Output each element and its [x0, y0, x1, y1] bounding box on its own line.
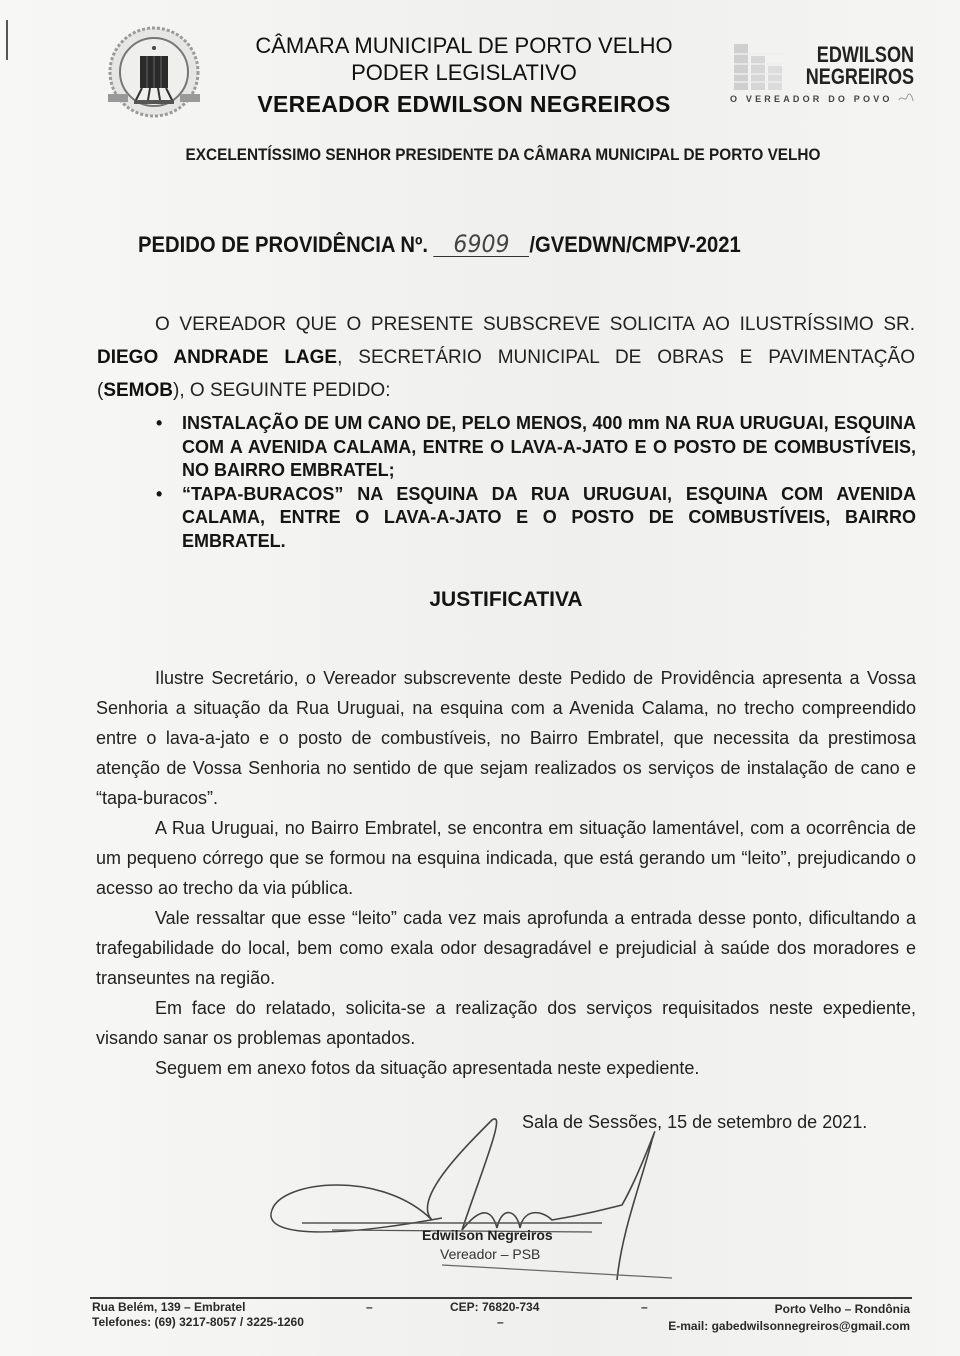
footer-divider [90, 1297, 912, 1299]
title-prefix: PEDIDO DE PROVIDÊNCIA Nº. [138, 232, 429, 257]
footer-separator: – [366, 1300, 373, 1314]
footer-email[interactable]: E-mail: gabedwilsonnegreiros@gmail.com [668, 1319, 910, 1333]
footer-phones: Telefones: (69) 3217-8057 / 3225-1260 [92, 1315, 304, 1329]
chamber-name: CÂMARA MUNICIPAL DE PORTO VELHO [255, 33, 673, 58]
request-item: • “TAPA-BURACOS” NA ESQUINA DA RUA URUGUAI, ESQUINA COM AVENIDA CALAMA, ENTRE O LAVA-A-JATO E O POSTO DE COMBUSTÍVEIS, BAIRRO EMBRATEL. [152, 483, 916, 554]
brand-signature-icon [898, 92, 914, 104]
scan-edge-mark [6, 20, 8, 60]
footer-separator: – [497, 1315, 504, 1329]
brand-slogan: O VEREADOR DO POVO [730, 94, 893, 104]
addressee-line: EXCELENTÍSSIMO SENHOR PRESIDENTE DA CÂMARA MUNICIPAL DE PORTO VELHO [185, 146, 821, 164]
agency-acronym: SEMOB [103, 380, 174, 401]
councilor-brand-logo [728, 42, 918, 112]
justification-paragraph: Vale ressaltar que esse “leito” cada vez mais aprofunda a entrada desse ponto, dificultando a trafegabilidade do local, bem como exala odor desagradável e prejudicial à saúde dos moradores e transeuntes na região. [96, 908, 916, 988]
footer-separator: – [641, 1300, 648, 1314]
intro-paragraph: O VEREADOR QUE O PRESENTE SUBSCREVE SOLICITA AO ILUSTRÍSSIMO SR. DIEGO ANDRADE LAGE, SECRETÁRIO MUNICIPAL DE OBRAS E PAVIMENTAÇÃO (SEMOB), O SEGUINTE PEDIDO: [97, 314, 915, 401]
justification-paragraph: A Rua Uruguai, no Bairro Embratel, se encontra em situação lamentável, com a ocorrência de um pequeno córrego que se formou na esquina indicada, que está gerando um “leito”, prejudicando o acesso ao trecho da via pública. [96, 818, 916, 898]
signer-name: Edwilson Negreiros [422, 1227, 553, 1243]
request-title [138, 232, 741, 258]
signer-role: Vereador – PSB [440, 1246, 541, 1262]
recipient-name: DIEGO ANDRADE LAGE [97, 347, 338, 368]
title-suffix: /GVEDWN/CMPV-2021 [529, 232, 741, 257]
footer-address: Rua Belém, 139 – Embratel [92, 1300, 246, 1314]
request-list [152, 412, 916, 553]
legislative-branch: PODER LEGISLATIVO [351, 60, 577, 85]
session-date: Sala de Sessões, 15 de setembro de 2021. [522, 1112, 868, 1132]
footer-city: Porto Velho – Rondônia [774, 1302, 910, 1316]
request-number: 6909 [434, 232, 530, 257]
brand-name: EDWILSON NEGREIROS [805, 42, 914, 89]
justification-body [96, 663, 916, 1083]
justification-paragraph: Ilustre Secretário, o Vereador subscrevente deste Pedido de Providência apresenta a Vossa Senhoria a situação da Rua Uruguai, na esquina com a Avenida Calama, no trecho compreendido entre o lava-a-jato e o posto de combustíveis, no Bairro Embratel, que necessita da prestimosa atenção de Vossa Senhoria no sentido de que sejam realizados os serviços de instalação de cano e “tapa-buracos”. [96, 668, 916, 808]
justification-paragraph: Em face do relatado, solicita-se a realização dos serviços requisitados neste expediente, visando sanar os problemas apontados. [96, 998, 916, 1048]
municipal-seal-icon [104, 26, 204, 122]
request-item: • INSTALAÇÃO DE UM CANO DE, PELO MENOS, 400 mm NA RUA URUGUAI, ESQUINA COM A AVENIDA CALAMA, ENTRE O LAVA-A-JATO E O POSTO DE COMBUSTÍVEIS, NO BAIRRO EMBRATEL; [152, 412, 916, 483]
letterhead [214, 32, 714, 121]
justification-paragraph: Seguem em anexo fotos da situação apresentada neste expediente. [155, 1058, 700, 1078]
justification-heading: JUSTIFICATIVA [429, 588, 583, 611]
councilor-name: VEREADOR EDWILSON NEGREIROS [257, 91, 671, 117]
brand-bars-icon [734, 44, 782, 90]
footer-cep: CEP: 76820-734 [450, 1300, 540, 1314]
